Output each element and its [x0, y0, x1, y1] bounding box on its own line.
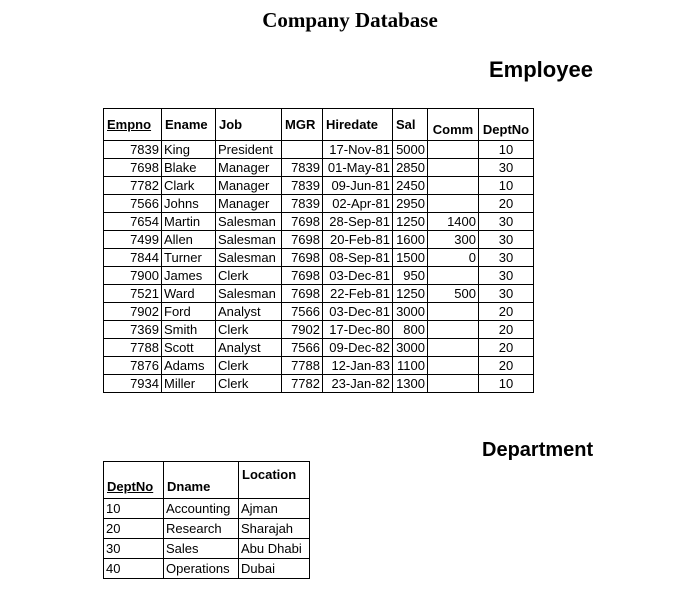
cell-comm [428, 159, 479, 177]
cell-empno: 7369 [104, 321, 162, 339]
cell-sal: 1250 [393, 213, 428, 231]
department-table [103, 461, 310, 579]
cell-dname: Accounting [164, 499, 239, 519]
cell-ename: Turner [162, 249, 216, 267]
cell-mgr: 7782 [282, 375, 323, 393]
cell-job: Analyst [216, 303, 282, 321]
cell-mgr: 7566 [282, 339, 323, 357]
cell-job: Clerk [216, 375, 282, 393]
department-heading: Department [482, 439, 594, 461]
cell-empno: 7521 [104, 285, 162, 303]
table-row [104, 195, 534, 213]
table-row [104, 249, 534, 267]
column-header-location: Location [239, 462, 310, 499]
cell-deptno: 30 [479, 159, 534, 177]
cell-hiredate: 01-May-81 [323, 159, 393, 177]
cell-deptno: 20 [104, 519, 164, 539]
cell-sal: 5000 [393, 141, 428, 159]
cell-ename: Blake [162, 159, 216, 177]
cell-deptno: 40 [104, 559, 164, 579]
table-row [104, 539, 310, 559]
employee-header-row [104, 109, 534, 141]
cell-deptno: 20 [479, 339, 534, 357]
table-row [104, 519, 310, 539]
column-header-hiredate: Hiredate [323, 109, 393, 141]
cell-empno: 7876 [104, 357, 162, 375]
cell-empno: 7788 [104, 339, 162, 357]
cell-deptno: 10 [479, 141, 534, 159]
cell-comm [428, 195, 479, 213]
cell-ename: Ward [162, 285, 216, 303]
cell-sal: 1250 [393, 285, 428, 303]
cell-hiredate: 17-Dec-80 [323, 321, 393, 339]
cell-hiredate: 28-Sep-81 [323, 213, 393, 231]
cell-comm [428, 141, 479, 159]
column-header-comm: Comm [428, 109, 479, 141]
cell-sal: 2850 [393, 159, 428, 177]
table-row [104, 339, 534, 357]
cell-comm [428, 375, 479, 393]
table-row [104, 357, 534, 375]
cell-job: Clerk [216, 357, 282, 375]
cell-sal: 1300 [393, 375, 428, 393]
cell-location: Ajman [239, 499, 310, 519]
column-header-empno: Empno [104, 109, 162, 141]
cell-deptno: 20 [479, 195, 534, 213]
cell-comm: 500 [428, 285, 479, 303]
cell-hiredate: 09-Jun-81 [323, 177, 393, 195]
cell-location: Sharajah [239, 519, 310, 539]
cell-mgr: 7839 [282, 177, 323, 195]
table-row [104, 303, 534, 321]
table-row [104, 321, 534, 339]
cell-empno: 7934 [104, 375, 162, 393]
cell-comm [428, 321, 479, 339]
cell-mgr: 7839 [282, 159, 323, 177]
cell-hiredate: 20-Feb-81 [323, 231, 393, 249]
cell-sal: 1500 [393, 249, 428, 267]
cell-deptno: 30 [479, 249, 534, 267]
cell-deptno: 10 [104, 499, 164, 519]
cell-job: Salesman [216, 249, 282, 267]
cell-dname: Research [164, 519, 239, 539]
cell-deptno: 30 [479, 213, 534, 231]
table-row [104, 559, 310, 579]
cell-ename: Adams [162, 357, 216, 375]
cell-comm [428, 177, 479, 195]
cell-location: Dubai [239, 559, 310, 579]
cell-ename: Clark [162, 177, 216, 195]
table-row [104, 285, 534, 303]
cell-deptno: 10 [479, 177, 534, 195]
cell-mgr: 7698 [282, 213, 323, 231]
cell-deptno: 20 [479, 357, 534, 375]
table-row [104, 159, 534, 177]
cell-job: Clerk [216, 267, 282, 285]
cell-mgr: 7788 [282, 357, 323, 375]
column-header-mgr: MGR [282, 109, 323, 141]
table-row [104, 177, 534, 195]
cell-location: Abu Dhabi [239, 539, 310, 559]
cell-hiredate: 03-Dec-81 [323, 303, 393, 321]
column-header-sal: Sal [393, 109, 428, 141]
cell-empno: 7698 [104, 159, 162, 177]
cell-empno: 7566 [104, 195, 162, 213]
cell-mgr: 7698 [282, 285, 323, 303]
cell-ename: James [162, 267, 216, 285]
cell-hiredate: 23-Jan-82 [323, 375, 393, 393]
cell-ename: Ford [162, 303, 216, 321]
cell-sal: 2450 [393, 177, 428, 195]
cell-job: Analyst [216, 339, 282, 357]
table-row [104, 499, 310, 519]
cell-empno: 7782 [104, 177, 162, 195]
cell-empno: 7654 [104, 213, 162, 231]
cell-ename: Smith [162, 321, 216, 339]
cell-mgr: 7902 [282, 321, 323, 339]
cell-job: Manager [216, 177, 282, 195]
cell-ename: Allen [162, 231, 216, 249]
cell-mgr: 7698 [282, 231, 323, 249]
cell-ename: Johns [162, 195, 216, 213]
cell-sal: 3000 [393, 339, 428, 357]
cell-deptno: 30 [479, 231, 534, 249]
cell-job: Manager [216, 195, 282, 213]
cell-job: Salesman [216, 231, 282, 249]
cell-hiredate: 03-Dec-81 [323, 267, 393, 285]
table-row [104, 267, 534, 285]
employee-heading: Employee [489, 57, 593, 82]
table-row [104, 231, 534, 249]
cell-ename: Scott [162, 339, 216, 357]
cell-dname: Operations [164, 559, 239, 579]
employee-table [103, 108, 534, 393]
cell-sal: 1100 [393, 357, 428, 375]
cell-empno: 7499 [104, 231, 162, 249]
cell-comm [428, 303, 479, 321]
cell-dname: Sales [164, 539, 239, 559]
cell-mgr: 7566 [282, 303, 323, 321]
cell-mgr [282, 141, 323, 159]
cell-deptno: 30 [479, 267, 534, 285]
cell-empno: 7844 [104, 249, 162, 267]
cell-hiredate: 22-Feb-81 [323, 285, 393, 303]
cell-empno: 7902 [104, 303, 162, 321]
column-header-deptno: DeptNo [104, 462, 164, 499]
cell-hiredate: 08-Sep-81 [323, 249, 393, 267]
cell-hiredate: 12-Jan-83 [323, 357, 393, 375]
cell-job: President [216, 141, 282, 159]
cell-sal: 3000 [393, 303, 428, 321]
cell-deptno: 20 [479, 321, 534, 339]
cell-hiredate: 09-Dec-82 [323, 339, 393, 357]
table-row [104, 213, 534, 231]
cell-comm [428, 267, 479, 285]
cell-sal: 950 [393, 267, 428, 285]
cell-sal: 2950 [393, 195, 428, 213]
cell-job: Salesman [216, 213, 282, 231]
cell-hiredate: 17-Nov-81 [323, 141, 393, 159]
cell-comm: 0 [428, 249, 479, 267]
column-header-deptno: DeptNo [479, 109, 534, 141]
cell-job: Salesman [216, 285, 282, 303]
column-header-job: Job [216, 109, 282, 141]
cell-ename: King [162, 141, 216, 159]
cell-deptno: 20 [479, 303, 534, 321]
cell-mgr: 7698 [282, 267, 323, 285]
table-row [104, 375, 534, 393]
cell-hiredate: 02-Apr-81 [323, 195, 393, 213]
cell-job: Clerk [216, 321, 282, 339]
table-row [104, 141, 534, 159]
column-header-ename: Ename [162, 109, 216, 141]
cell-deptno: 30 [479, 285, 534, 303]
cell-comm [428, 357, 479, 375]
page-title: Company Database [262, 8, 438, 32]
department-header-row [104, 462, 310, 499]
cell-sal: 1600 [393, 231, 428, 249]
cell-comm [428, 339, 479, 357]
cell-deptno: 30 [104, 539, 164, 559]
cell-job: Manager [216, 159, 282, 177]
cell-ename: Martin [162, 213, 216, 231]
cell-mgr: 7839 [282, 195, 323, 213]
cell-mgr: 7698 [282, 249, 323, 267]
cell-ename: Miller [162, 375, 216, 393]
cell-sal: 800 [393, 321, 428, 339]
cell-comm: 300 [428, 231, 479, 249]
cell-empno: 7900 [104, 267, 162, 285]
cell-deptno: 10 [479, 375, 534, 393]
cell-empno: 7839 [104, 141, 162, 159]
column-header-dname: Dname [164, 462, 239, 499]
cell-comm: 1400 [428, 213, 479, 231]
